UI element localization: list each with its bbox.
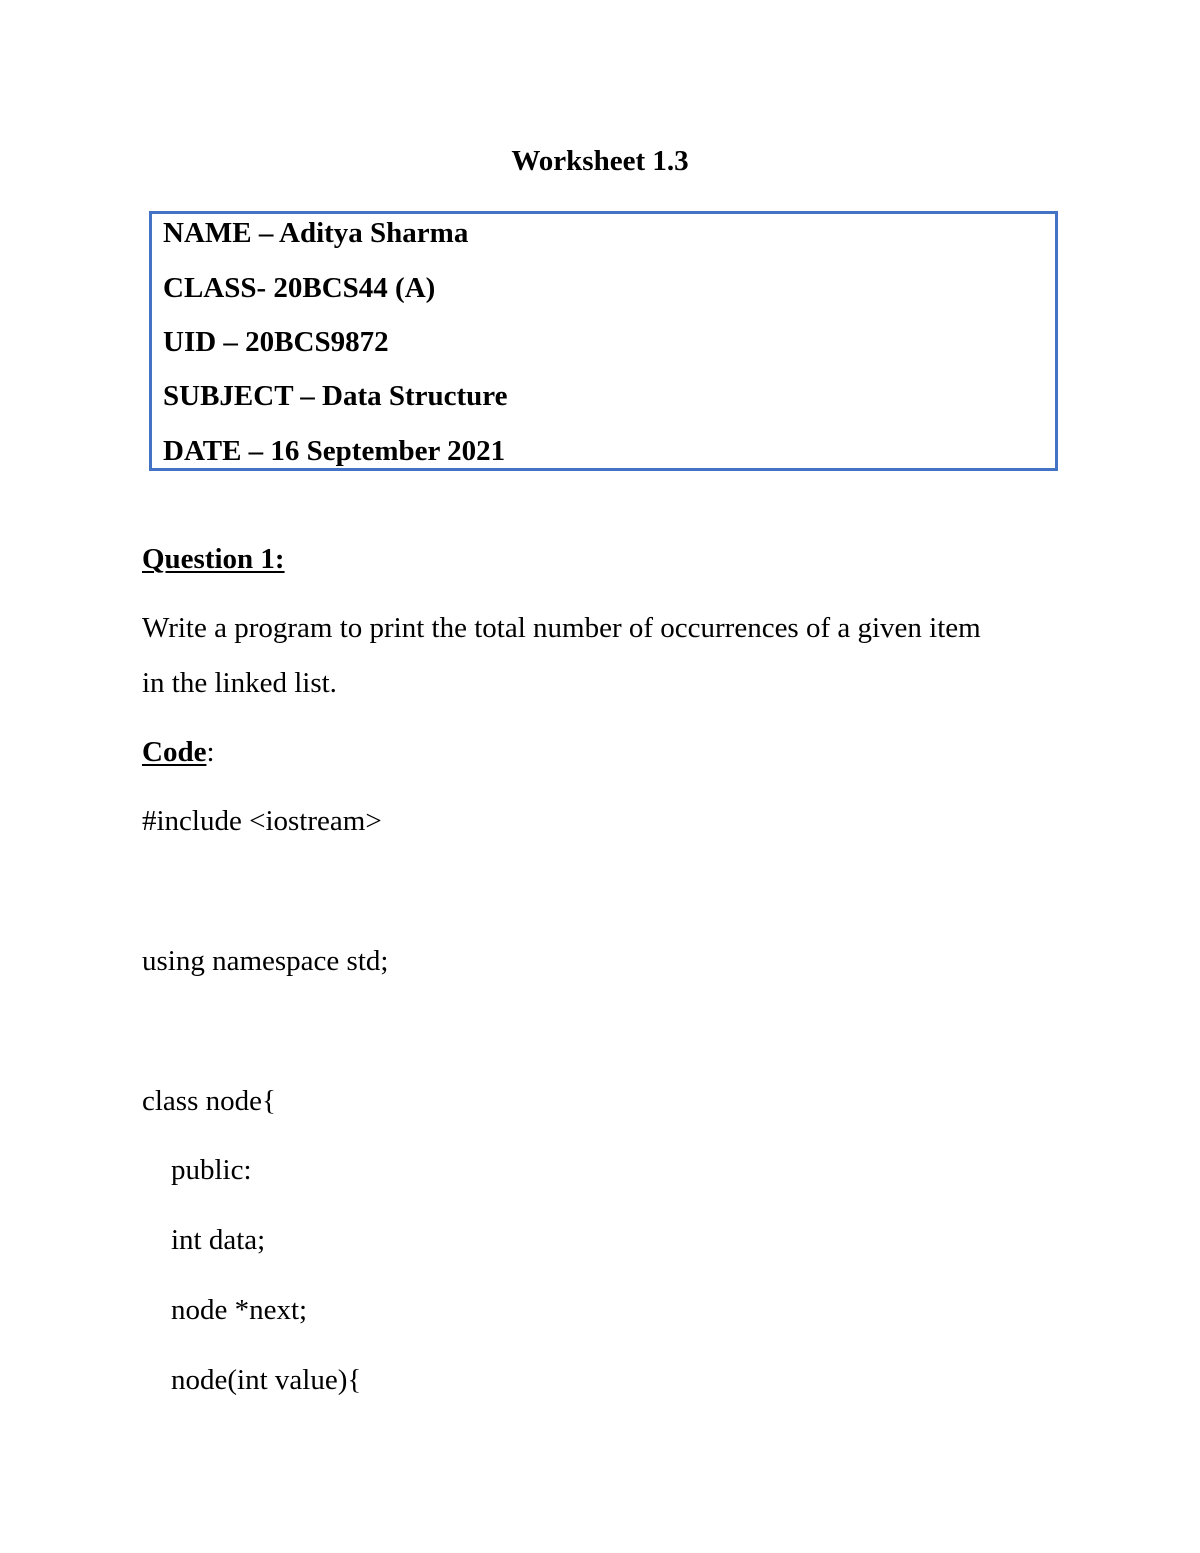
code-heading-text: Code: [142, 736, 207, 768]
question-heading-text: Question 1:: [142, 543, 285, 575]
question-heading: [142, 541, 285, 577]
student-info-box: [149, 211, 1058, 471]
code-line: #include <iostream>: [142, 805, 382, 837]
code-line: node *next;: [142, 1294, 308, 1326]
student-class: CLASS- 20BCS44 (A): [163, 272, 436, 304]
code-heading: [142, 734, 215, 770]
student-uid: UID – 20BCS9872: [163, 326, 389, 358]
code-line: int data;: [142, 1224, 266, 1256]
student-name: NAME – Aditya Sharma: [163, 217, 469, 249]
code-line: class node{: [142, 1085, 276, 1117]
code-heading-colon: :: [206, 736, 215, 768]
code-line: node(int value){: [142, 1364, 362, 1396]
page-title: Worksheet 1.3: [511, 145, 689, 177]
subject: SUBJECT – Data Structure: [163, 380, 508, 412]
code-line: public:: [142, 1154, 252, 1186]
question-text-line-1: Write a program to print the total number of occurrences of a given item: [142, 612, 981, 644]
code-line: using namespace std;: [142, 945, 389, 977]
date: DATE – 16 September 2021: [163, 435, 506, 467]
question-text-line-2: in the linked list.: [142, 667, 337, 699]
